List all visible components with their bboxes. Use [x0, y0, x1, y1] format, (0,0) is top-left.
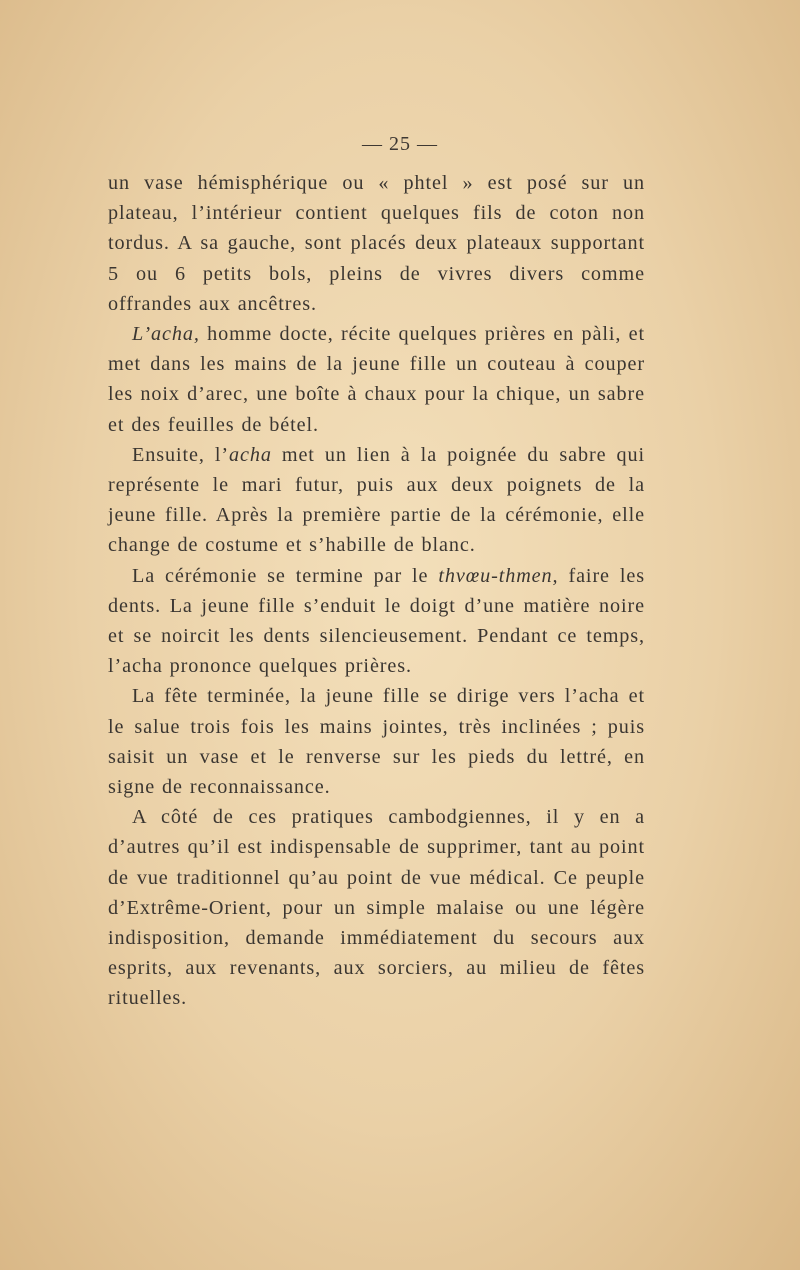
- paragraph: [108, 802, 645, 1013]
- paragraph-text: Ensuite, l’: [132, 443, 229, 466]
- paragraph-text: met un lien à la poignée du sabre qui représente le mari futur, puis aux deux poignets de la jeune fille. Après la première partie de la cérémonie, elle change de costume et s’habille de blanc.: [108, 443, 645, 557]
- paragraph-text-italic: acha: [228, 443, 272, 466]
- paragraph-text: A côté de ces pratiques cambodgiennes, il y en a d’autres qu’il est indispensable de supprimer, tant au point de vue traditionnel qu’au point de vue médical. Ce peuple d’Extrême-Orient, pour un simple malaise ou une légère indisposition, demande immédiatement du secours aux esprits, aux revenants, aux sorciers, au milieu de fêtes rituelles.: [108, 806, 645, 1010]
- paragraph-text: La cérémonie se termine par le: [132, 564, 439, 587]
- page-number: — 25 —: [362, 133, 438, 155]
- paragraph-text-italic: L’acha,: [132, 323, 200, 346]
- paragraph: [108, 168, 645, 319]
- paragraph: [108, 440, 645, 561]
- paragraph-text: un vase hémisphérique ou « phtel » est posé sur un plateau, l’intérieur contient quelques fils de coton non tordus. A sa gauche, sont placés deux plateaux supportant 5 ou 6 petits bols, pleins de vivres divers comme offrandes aux ancêtres.: [108, 172, 645, 315]
- paragraph: [108, 561, 645, 682]
- paragraph-text: faire les dents. La jeune fille s’enduit le doigt d’une matière noire et se noircit les dents silencieusement. Pendant ce temps, l’acha prononce quelques prières.: [108, 564, 645, 678]
- paragraph: [108, 681, 645, 802]
- body-text: [108, 168, 645, 1014]
- paragraph: [108, 319, 645, 440]
- paragraph-text-italic: thvœu-thmen,: [438, 564, 559, 587]
- paragraph-text: La fête terminée, la jeune fille se dirige vers l’acha et le salue trois fois les mains jointes, très inclinées ; puis saisit un vase et le renverse sur les pieds du lettré, en signe de reconnaissance.: [108, 685, 645, 799]
- paragraph-text: homme docte, récite quelques prières en pàli, et met dans les mains de la jeune fille un couteau à couper les noix d’arec, une boîte à chaux pour la chique, un sabre et des feuilles de bétel.: [108, 323, 645, 436]
